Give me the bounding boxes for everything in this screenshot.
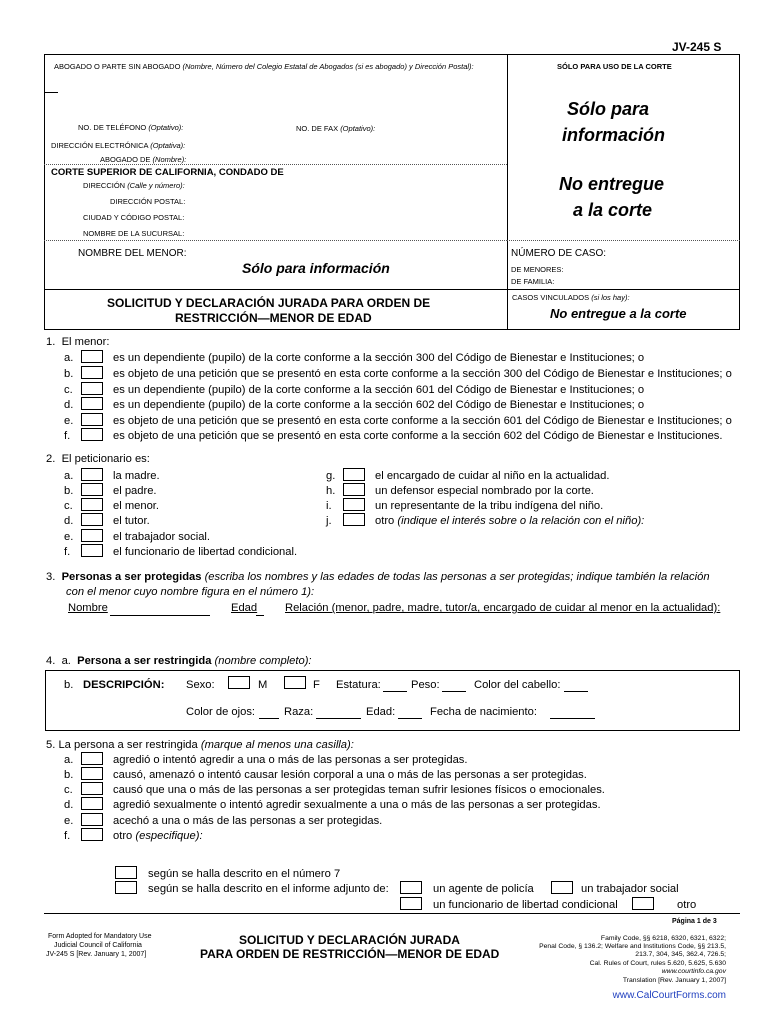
section2-checkbox-c[interactable] <box>81 498 103 511</box>
minor-divider <box>44 289 740 290</box>
per-report-checkbox[interactable] <box>115 881 137 894</box>
section2-letter-b: b. <box>64 485 74 497</box>
section1-checkbox-b[interactable] <box>81 366 103 379</box>
section5-title-text: La persona a ser restringida <box>58 739 198 751</box>
section2-text-f: el funcionario de libertad condicional. <box>113 546 298 558</box>
section2-text-e: el trabajador social. <box>113 531 211 543</box>
form-title-1: SOLICITUD Y DECLARACIÓN JURADA PARA ORDEN DE <box>107 296 431 310</box>
section1-text-d: es un dependiente (pupilo) de la corte conforme a la sección 602 del Código de Bienestar e Instituciones; o <box>113 399 645 411</box>
section2-text-j-hint: (indique el interés sobre o la relación con el niño): <box>397 515 645 527</box>
branch-dotline <box>44 240 507 241</box>
section3-title <box>46 571 710 583</box>
section2-checkbox-b[interactable] <box>81 483 103 496</box>
attorney-label-hint: (Nombre, Número del Colegio Estatal de Abogados (si es abogado) y Dirección Postal): <box>182 62 474 71</box>
dob-field[interactable] <box>550 718 595 719</box>
section1-checkbox-e[interactable] <box>81 413 103 426</box>
section4-b-title: DESCRIPCIÓN: <box>83 679 165 691</box>
city-label: CIUDAD Y CÓDIGO POSTAL: <box>83 213 185 222</box>
section5-text-d: agredió sexualmente o intentó agredir sexualmente a una o más de las personas a ser protegidas. <box>113 799 601 811</box>
fax-label-hint: (Optativo): <box>340 124 376 133</box>
section2-checkbox-e[interactable] <box>81 529 103 542</box>
fax-label-text: NO. DE FAX <box>296 124 339 133</box>
section3-hint-2: con el menor cuyo nombre figura en el número 1): <box>66 586 315 598</box>
per-item7-text: según se halla descrito en el número 7 <box>148 868 341 880</box>
case-number-label: NÚMERO DE CASO: <box>511 248 607 259</box>
sex-m-checkbox[interactable] <box>228 676 250 689</box>
weight-field[interactable] <box>442 691 466 692</box>
section2-text-d: el tutor. <box>113 515 150 527</box>
section1-letter-d: d. <box>64 399 74 411</box>
section1-letter-f: f. <box>64 430 71 442</box>
section5-text-f-main: otro <box>113 830 133 842</box>
race-field[interactable] <box>316 718 361 719</box>
related-label <box>512 293 630 302</box>
other-checkbox[interactable] <box>632 897 654 910</box>
code-3: 213.7, 304, 345, 362.4, 726.5; <box>635 951 726 958</box>
height-field[interactable] <box>383 691 407 692</box>
section3-col-age: Edad <box>231 602 258 614</box>
footer-title-2: PARA ORDEN DE RESTRICCIÓN—MENOR DE EDAD <box>200 947 500 961</box>
section2-letter-f: f. <box>64 546 71 558</box>
code-5: www.courtinfo.ca.gov <box>661 968 726 975</box>
police-text: un agente de policía <box>433 883 534 895</box>
section3-num: 3. <box>46 571 56 583</box>
adopted-2: Judicial Council of California <box>54 942 142 949</box>
code-2: Penal Code, § 136.2; Welfare and Institutions Code, §§ 213.5, <box>539 943 726 950</box>
attorney-name-line <box>44 92 58 93</box>
section1-title <box>46 336 109 348</box>
eyes-label: Color de ojos: <box>186 706 256 718</box>
sex-f-label: F <box>313 679 320 691</box>
section2-text-h: un defensor especial nombrado por la corte. <box>375 485 594 497</box>
website-link[interactable]: www.CalCourtForms.com <box>612 990 726 1001</box>
per-item7-checkbox[interactable] <box>115 866 137 879</box>
section1-letter-c: c. <box>64 384 73 396</box>
section2-num: 2. <box>46 453 56 465</box>
section5-text-f-hint: (especifique): <box>135 830 203 842</box>
section3-hint-1: (escriba los nombres y las edades de todas las personas a ser protegidas; indique también la relación <box>204 571 710 583</box>
section5-checkbox-b[interactable] <box>81 767 103 780</box>
section5-num: 5. <box>46 739 56 751</box>
section5-text-c: causó que una o más de las personas a ser protegidas teman sufrir lesiones físicos o emocionales. <box>113 784 605 796</box>
section1-checkbox-c[interactable] <box>81 382 103 395</box>
section2-text-i: un representante de la tribu indígena del niño. <box>375 500 604 512</box>
fax-label <box>296 124 375 133</box>
section5-letter-f: f. <box>64 830 71 842</box>
phone-label <box>78 123 183 132</box>
section2-checkbox-g[interactable] <box>343 468 365 481</box>
section2-letter-i: i. <box>326 500 332 512</box>
related-label-text: CASOS VINCULADOS <box>512 293 590 302</box>
section4-a-hint: (nombre completo): <box>214 655 312 667</box>
section1-checkbox-f[interactable] <box>81 428 103 441</box>
no-deliver-2: a la corte <box>573 200 653 220</box>
form-title-2: RESTRICCIÓN—MENOR DE EDAD <box>175 311 372 325</box>
section2-checkbox-f[interactable] <box>81 544 103 557</box>
section3-col-relation: Relación (menor, padre, madre, tutor/a, encargado de cuidar al menor en la actualidad): <box>285 602 721 614</box>
section1-num: 1. <box>46 336 56 348</box>
email-label <box>51 141 185 150</box>
attorney-label <box>54 62 474 71</box>
social-worker-checkbox[interactable] <box>551 881 573 894</box>
weight-label: Peso: <box>411 679 440 691</box>
section1-text-b: es objeto de una petición que se presentó en esta corte conforme a la sección 300 del Código de Bienestar e Instituciones; o <box>113 368 732 380</box>
section2-letter-h: h. <box>326 485 336 497</box>
section2-letter-a: a. <box>64 470 74 482</box>
section1-text-e: es objeto de una petición que se presentó en esta corte conforme a la sección 601 del Código de Bienestar e Instituciones; o <box>113 415 732 427</box>
section3-col-name-rule <box>110 615 210 616</box>
section3-col-age-rule <box>256 615 264 616</box>
dob-label: Fecha de nacimiento: <box>430 706 537 718</box>
form-id: JV-245 S <box>672 40 722 54</box>
section1-text-a: es un dependiente (pupilo) de la corte conforme a la sección 300 del Código de Bienestar e Instituciones; o <box>113 352 645 364</box>
eyes-field[interactable] <box>259 718 279 719</box>
section2-letter-c: c. <box>64 500 73 512</box>
section5-letter-a: a. <box>64 754 74 766</box>
sex-f-checkbox[interactable] <box>284 676 306 689</box>
section4-a-letter: a. <box>61 655 71 667</box>
code-1: Family Code, §§ 6218, 6320, 6321, 6322; <box>600 935 726 942</box>
code-4: Cal. Rules of Court, rules 5.620, 5.625, 5.630 <box>589 960 726 967</box>
section5-text-f <box>113 830 203 842</box>
email-label-text: DIRECCIÓN ELECTRÓNICA <box>51 141 149 150</box>
attorney-label-text: ABOGADO O PARTE SIN ABOGADO <box>54 62 181 71</box>
section2-title <box>46 453 150 465</box>
sex-m-label: M <box>258 679 268 691</box>
attorney-for-label-text: ABOGADO DE <box>100 155 151 164</box>
mailing-label: DIRECCIÓN POSTAL: <box>110 197 186 206</box>
section5-title <box>46 739 354 751</box>
section5-hint: (marque al menos una casilla): <box>200 739 354 751</box>
footer-rule <box>44 913 740 914</box>
page-number: Página 1 de 3 <box>672 918 717 925</box>
section1-text-c: es un dependiente (pupilo) de la corte conforme a la sección 601 del Código de Bienestar e Instituciones; o <box>113 384 645 396</box>
section1-letter-e: e. <box>64 415 74 427</box>
related-label-hint: (si los hay): <box>591 293 630 302</box>
section4-a <box>46 655 312 667</box>
section5-checkbox-d[interactable] <box>81 797 103 810</box>
email-label-hint: (Optativa): <box>150 141 186 150</box>
section4-a-title: Persona a ser restringida <box>77 655 212 667</box>
section2-text-a: la madre. <box>113 470 160 482</box>
hair-label: Color del cabello: <box>474 679 561 691</box>
height-label: Estatura: <box>336 679 381 691</box>
branch-label: NOMBRE DE LA SUCURSAL: <box>83 229 185 238</box>
sex-label: Sexo: <box>186 679 215 691</box>
section5-checkbox-f[interactable] <box>81 828 103 841</box>
section5-letter-e: e. <box>64 815 74 827</box>
section5-text-b: causó, amenazó o intentó causar lesión corporal a una o más de las personas a ser protegidas. <box>113 769 587 781</box>
section2-checkbox-i[interactable] <box>343 498 365 511</box>
section2-letter-d: d. <box>64 515 74 527</box>
section2-title-text: El peticionario es: <box>61 453 150 465</box>
age-label: Edad: <box>366 706 396 718</box>
minor-label: NOMBRE DEL MENOR: <box>78 248 187 259</box>
info-only-2: información <box>562 125 666 145</box>
attorney-for-label-hint: (Nombre): <box>152 155 187 164</box>
attorney-for-dotline <box>44 164 507 165</box>
section2-checkbox-j[interactable] <box>343 513 365 526</box>
court-use-label: SÓLO PARA USO DE LA CORTE <box>557 62 672 71</box>
attorney-for-label <box>100 155 186 164</box>
no-deliver-1: No entregue <box>559 174 665 194</box>
section2-letter-e: e. <box>64 531 74 543</box>
other-text: otro <box>677 899 697 911</box>
section2-checkbox-h[interactable] <box>343 483 365 496</box>
section2-letter-g: g. <box>326 470 336 482</box>
info-only-1: Sólo para <box>567 99 650 119</box>
police-checkbox[interactable] <box>400 881 422 894</box>
section5-checkbox-e[interactable] <box>81 813 103 826</box>
section2-text-g: el encargado de cuidar al niño en la actualidad. <box>375 470 610 482</box>
section2-checkbox-a[interactable] <box>81 468 103 481</box>
probation-text: un funcionario de libertad condicional <box>433 899 618 911</box>
minor-info: Sólo para información <box>242 260 390 276</box>
adopted-3: JV-245 S [Rev. January 1, 2007] <box>46 951 147 958</box>
section2-text-j <box>375 515 644 527</box>
section1-title-text: El menor: <box>61 336 110 348</box>
section5-letter-c: c. <box>64 784 73 796</box>
section3-title-text: Personas a ser protegidas <box>61 571 202 583</box>
age-field[interactable] <box>398 718 422 719</box>
section2-text-c: el menor. <box>113 500 160 512</box>
section5-checkbox-a[interactable] <box>81 752 103 765</box>
street-label-hint: (Calle y número): <box>127 181 185 190</box>
probation-checkbox[interactable] <box>400 897 422 910</box>
street-label <box>83 181 185 190</box>
section5-text-e: acechó a una o más de las personas a ser protegidas. <box>113 815 383 827</box>
phone-label-hint: (Optativo): <box>148 123 184 132</box>
section5-checkbox-c[interactable] <box>81 782 103 795</box>
section4-b-letter: b. <box>64 679 74 691</box>
no-deliver-line: No entregue a la corte <box>550 306 687 321</box>
section5-letter-d: d. <box>64 799 74 811</box>
social-worker-text: un trabajador social <box>581 883 679 895</box>
phone-label-text: NO. DE TELÉFONO <box>78 123 147 132</box>
section1-checkbox-d[interactable] <box>81 397 103 410</box>
section1-letter-a: a. <box>64 352 74 364</box>
section2-text-b: el padre. <box>113 485 157 497</box>
section2-checkbox-d[interactable] <box>81 513 103 526</box>
footer-title-1: SOLICITUD Y DECLARACIÓN JURADA <box>239 933 460 947</box>
section5-letter-b: b. <box>64 769 74 781</box>
street-label-text: DIRECCIÓN <box>83 181 126 190</box>
per-report-text: según se halla descrito en el informe adjunto de: <box>148 883 389 895</box>
adopted-1: Form Adopted for Mandatory Use <box>48 933 152 940</box>
race-label: Raza: <box>284 706 314 718</box>
hair-field[interactable] <box>564 691 588 692</box>
court-use-dotline <box>507 240 740 241</box>
section1-letter-b: b. <box>64 368 74 380</box>
section1-checkbox-a[interactable] <box>81 350 103 363</box>
case-minors-label: DE MENORES: <box>511 265 564 274</box>
court-title: CORTE SUPERIOR DE CALIFORNIA, CONDADO DE <box>51 167 284 178</box>
section5-text-a: agredió o intentó agredir a una o más de las personas a ser protegidas. <box>113 754 468 766</box>
section1-text-f: es objeto de una petición que se presentó en esta corte conforme a la sección 602 del Código de Bienestar e Instituciones. <box>113 430 723 442</box>
case-family-label: DE FAMILIA: <box>511 277 555 286</box>
section3-col-name: Nombre <box>68 602 108 614</box>
code-6: Translation [Rev. January 1, 2007] <box>622 977 726 984</box>
section2-text-j-main: otro <box>375 515 395 527</box>
section4-num: 4. <box>46 655 56 667</box>
section2-letter-j: j. <box>326 515 332 527</box>
